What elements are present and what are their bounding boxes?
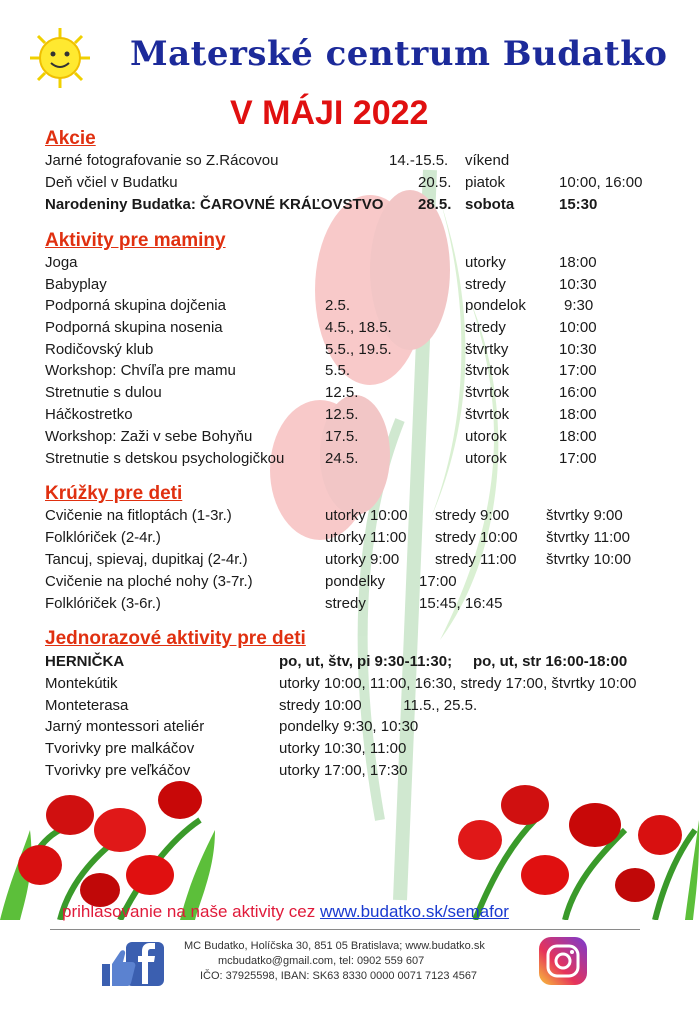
akcie-row-name: Narodeniny Budatka: ČAROVNÉ KRÁĽOVSTVO [45,196,384,213]
contact-address: MC Budatko, Holíčska 30, 851 05 Bratislava; www.budatko.sk [184,940,485,952]
kruzky-row-col1: utorky 9:00 [325,551,400,568]
jednorazove-row-info: stredy 10:00 11.5., 25.5. [279,697,478,714]
kruzky-row-col2: 17:00 [419,573,457,590]
maminy-row-name: Babyplay [45,276,107,293]
page-title: Materské centrum Budatko [130,34,668,74]
kruzky-row-name: Folklóriček (3-6r.) [45,595,161,612]
maminy-row-name: Workshop: Zaži v sebe Bohyňu [45,428,253,445]
semafor-link[interactable]: www.budatko.sk/semafor [319,902,509,921]
contact-email-phone: mcbudatko@gmail.com, tel: 0902 559 607 [218,955,425,967]
akcie-row-day: víkend [465,152,510,169]
maminy-row-day: stredy [465,319,506,336]
tulips-right-decoration [455,770,700,920]
kruzky-row-col1: utorky 10:00 [325,507,408,524]
maminy-row-day: stredy [465,276,506,293]
maminy-row-date: 2.5. [325,297,351,314]
kruzky-row-name: Tancuj, spievaj, dupitkaj (2-4r.) [45,551,248,568]
maminy-row-time: 18:00 [559,406,597,423]
akcie-row-date: 28.5. [418,196,452,213]
jednorazove-row-info: utorky 17:00, 17:30 [279,762,408,779]
maminy-row-time: 17:00 [559,362,597,379]
contact-ico-iban: IČO: 37925598, IBAN: SK63 8330 0000 0071 7123 4567 [200,970,478,982]
maminy-row-name: Rodičovský klub [45,341,154,358]
kruzky-row-col3: štvrtky 10:00 [546,551,632,568]
maminy-row-date: 5.5. [325,362,351,379]
kruzky-row-col3: štvrtky 9:00 [546,507,623,524]
maminy-row-date: 12.5. [325,406,359,423]
maminy-row-date: 17.5. [325,428,359,445]
jednorazove-row-info: pondelky 9:30, 10:30 [279,718,419,735]
jednorazove-row-name: Monteterasa [45,697,129,714]
signup-note-text: prihlasovanie na naše aktivity cez [62,902,316,921]
maminy-row-time: 10:30 [559,276,597,293]
akcie-row-time: 10:00, 16:00 [559,174,643,191]
kruzky-row-col3: štvrtky 11:00 [546,529,630,546]
maminy-row-name: Háčkostretko [45,406,133,423]
kruzky-row-col2: stredy 10:00 [435,529,518,546]
maminy-row-time: 17:00 [559,450,597,467]
maminy-row-time: 18:00 [559,428,597,445]
akcie-row-date: 14.-15.5. [389,152,449,169]
maminy-row-time: 18:00 [559,254,597,271]
maminy-row-date: 24.5. [325,450,359,467]
section-heading-jednorazove: Jednorazové aktivity pre deti [45,628,306,649]
jednorazove-row-name: Jarný montessori ateliér [45,718,205,735]
jednorazove-row-name: HERNIČKA [45,653,125,670]
maminy-row-day: štvrtky [465,341,509,358]
jednorazove-row-info: utorky 10:30, 11:00 [279,740,407,757]
maminy-row-name: Stretnutie s detskou psychologičkou [45,450,285,467]
footer-divider [50,929,640,930]
kruzky-row-col2: stredy 9:00 [435,507,510,524]
jednorazove-row-info: utorky 10:00, 11:00, 16:30, stredy 17:00, štvrtky 10:00 [279,675,637,692]
maminy-row-day: utorok [465,450,507,467]
maminy-row-time: 10:00 [559,319,597,336]
tulips-left-decoration [0,770,220,920]
maminy-row-date: 12.5. [325,384,359,401]
kruzky-row-col1: stredy [325,595,366,612]
jednorazove-row-info: po, ut, štv, pi 9:30-11:30; po, ut, str 16:00-18:00 [279,653,628,670]
section-heading-akcie: Akcie [45,128,96,149]
sun-logo-icon [28,26,92,90]
section-heading-maminy: Aktivity pre maminy [45,230,226,251]
kruzky-row-col2: stredy 11:00 [435,551,517,568]
maminy-row-date: 4.5., 18.5. [325,319,392,336]
maminy-row-name: Stretnutie s dulou [45,384,162,401]
maminy-row-day: pondelok [465,297,526,314]
signup-note [62,902,509,922]
maminy-row-name: Joga [45,254,78,271]
maminy-row-name: Workshop: Chvíľa pre mamu [45,362,236,379]
kruzky-row-name: Cvičenie na fitloptách (1-3r.) [45,507,232,524]
maminy-row-day: štvrtok [465,406,510,423]
maminy-row-day: štvrtok [465,362,510,379]
maminy-row-time: 9:30 [564,297,594,314]
jednorazove-row-name: Tvorivky pre malkáčov [45,740,195,757]
maminy-row-time: 10:30 [559,341,597,358]
akcie-row-day: sobota [465,196,515,213]
maminy-row-name: Podporná skupina nosenia [45,319,223,336]
kruzky-row-col1: pondelky [325,573,386,590]
kruzky-row-name: Cvičenie na ploché nohy (3-7r.) [45,573,253,590]
facebook-like-icon[interactable] [100,940,164,988]
maminy-row-name: Podporná skupina dojčenia [45,297,226,314]
akcie-row-name: Deň včiel v Budatku [45,174,178,191]
maminy-row-day: utorok [465,428,507,445]
jednorazove-row-name: Tvorivky pre veľkáčov [45,762,191,779]
akcie-row-time: 15:30 [559,196,598,213]
maminy-row-date: 5.5., 19.5. [325,341,392,358]
akcie-row-date: 20.5. [418,174,452,191]
kruzky-row-col1: utorky 11:00 [325,529,407,546]
section-heading-kruzky: Krúžky pre deti [45,483,183,504]
page-subtitle: V MÁJI 2022 [230,94,429,132]
maminy-row-day: utorky [465,254,506,271]
akcie-row-name: Jarné fotografovanie so Z.Rácovou [45,152,279,169]
jednorazove-row-name: Montekútik [45,675,118,692]
kruzky-row-name: Folklóriček (2-4r.) [45,529,161,546]
maminy-row-day: štvrtok [465,384,510,401]
instagram-icon[interactable] [538,936,588,986]
maminy-row-time: 16:00 [559,384,597,401]
akcie-row-day: piatok [465,174,506,191]
kruzky-row-col2: 15:45, 16:45 [419,595,503,612]
